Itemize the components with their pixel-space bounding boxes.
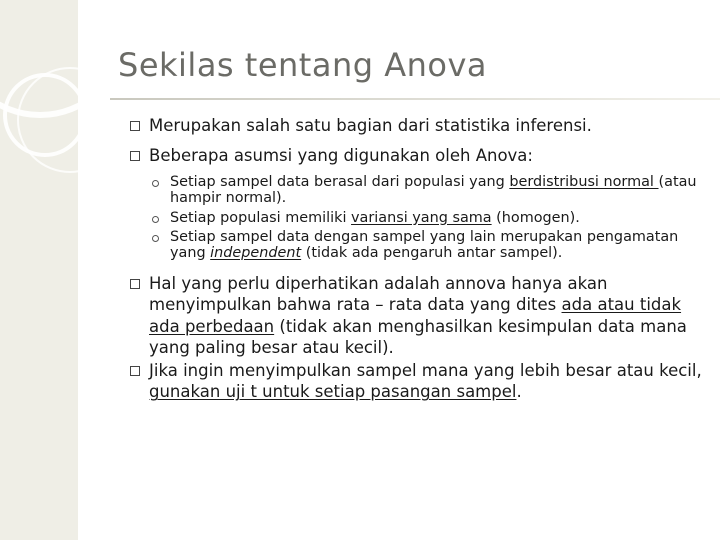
square-bullet-icon [130,366,140,376]
underlined-text: berdistribusi normal [509,174,659,190]
slide-title: Sekilas tentang Anova [118,46,487,84]
bullet-text: . [516,382,522,402]
circle-bullet-icon [152,235,159,242]
bullet-text: Hal yang perlu diperhatikan adalah annova hanya akan menyimpulkan bahwa rata – rata data yang dites [149,273,608,315]
subbullet-text: (tidak ada pengaruh antar sampel). [301,245,563,262]
subbullet-variansi [152,211,702,227]
title-divider [110,98,720,100]
subbullet-text: Setiap populasi memiliki [170,209,352,226]
bullet-text: Beberapa asumsi yang digunakan oleh Anova: [149,145,533,165]
bullet-uji-t [130,360,702,403]
bullet-inferensi [130,115,702,137]
square-bullet-icon [130,121,140,131]
bullet-perbedaan [130,273,702,359]
underlined-text: gunakan uji t untuk setiap pasangan sampel [149,382,517,402]
subbullet-text: Setiap sampel data dengan sampel yang lain merupakan pengamatan yang [170,229,679,262]
subbullet-independent [152,230,702,262]
circle-bullet-icon [152,180,159,187]
bullet-text: Jika ingin menyimpulkan sampel mana yang lebih besar atau kecil, [149,360,702,380]
underlined-italic-text: independent [210,245,302,262]
slide-body [130,115,702,403]
decorative-sidebar [0,0,78,540]
bullet-asumsi [130,145,702,167]
subbullet-text: Setiap sampel data berasal dari populasi yang [170,174,510,190]
subbullet-normal [152,175,702,207]
subbullet-text: (homogen). [491,209,580,226]
square-bullet-icon [130,151,140,161]
bullet-text: Merupakan salah satu bagian dari statistika inferensi. [149,116,592,135]
underlined-text: variansi yang sama [351,209,492,226]
subbullet-text: (atau hampir normal). [170,174,697,206]
bullet-text: (tidak akan menghasilkan kesimpulan data mana yang paling besar atau kecil). [149,316,687,358]
square-bullet-icon [130,279,140,289]
circle-bullet-icon [152,216,159,223]
underlined-text: ada atau tidak ada perbedaan [149,295,682,336]
